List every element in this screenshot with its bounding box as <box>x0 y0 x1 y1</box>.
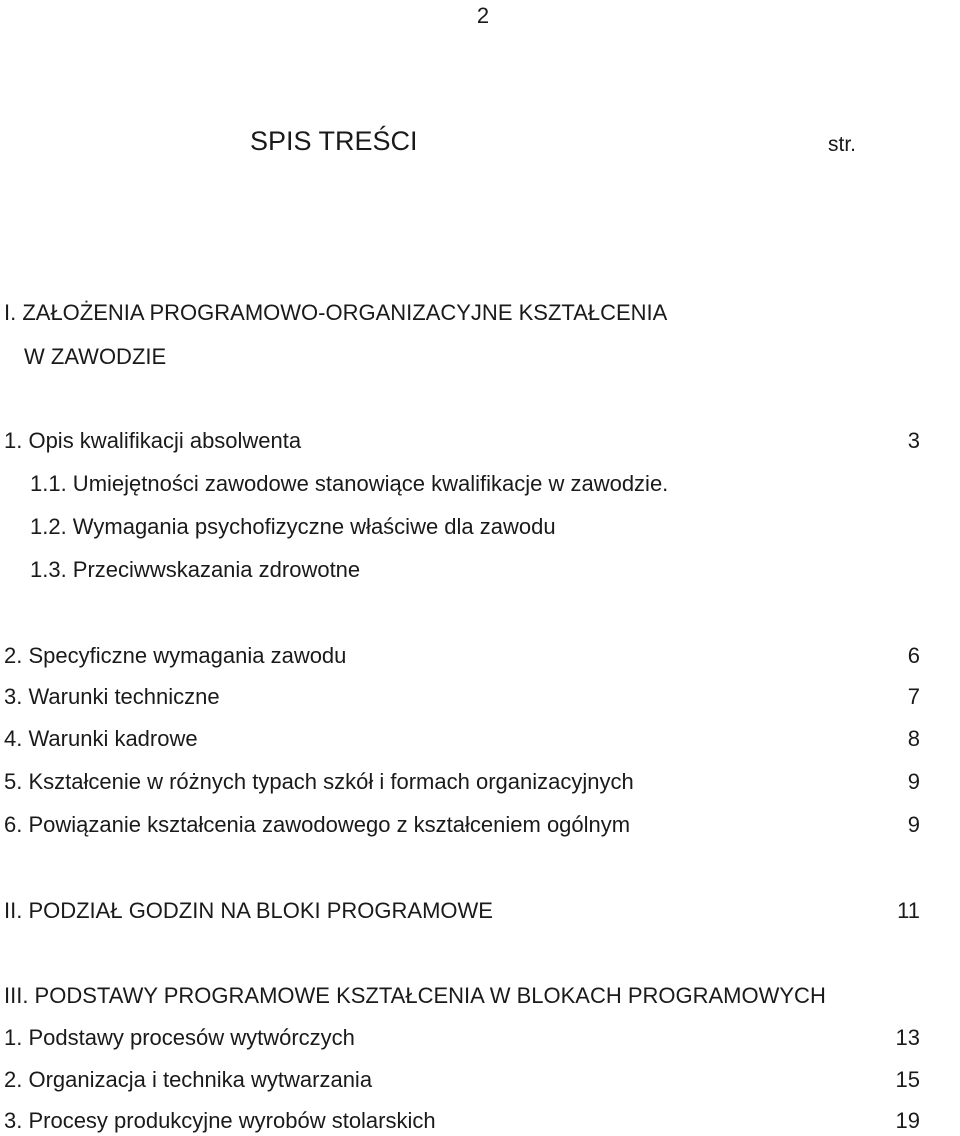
toc-entry-section-1-cont: W ZAWODZIE <box>24 344 167 369</box>
toc-page-3-3: 19 <box>895 1108 920 1133</box>
toc-page-5: 9 <box>907 769 920 794</box>
toc-entry-1-2: 1.2. Wymagania psychofizyczne właściwe dla zawodu <box>30 514 556 539</box>
page-column-label: str. <box>828 133 857 156</box>
toc-page-3: 7 <box>907 684 920 709</box>
toc-entry-3-1: 1. Podstawy procesów wytwórczych <box>4 1025 355 1050</box>
toc-entry-section-3: III. PODSTAWY PROGRAMOWE KSZTAŁCENIA W BLOKACH PROGRAMOWYCH <box>4 983 826 1008</box>
toc-entry-4: 4. Warunki kadrowe <box>4 726 198 751</box>
page-number: 2 <box>476 3 490 28</box>
toc-title: SPIS TREŚCI <box>250 126 418 156</box>
toc-page-2: 6 <box>907 643 920 668</box>
toc-entry-section-1: I. ZAŁOŻENIA PROGRAMOWO-ORGANIZACYJNE KSZTAŁCENIA <box>4 300 668 325</box>
toc-entry-1-3: 1.3. Przeciwwskazania zdrowotne <box>30 557 361 582</box>
toc-entry-1-1: 1.1. Umiejętności zawodowe stanowiące kwalifikacje w zawodzie. <box>30 471 669 496</box>
toc-entry-6: 6. Powiązanie kształcenia zawodowego z kształceniem ogólnym <box>4 812 631 837</box>
toc-entry-2: 2. Specyficzne wymagania zawodu <box>4 643 347 668</box>
toc-page-1: 3 <box>907 428 920 453</box>
toc-entry-3: 3. Warunki techniczne <box>4 684 220 709</box>
toc-page-section-2: 11 <box>897 898 920 923</box>
toc-entry-3-3: 3. Procesy produkcyjne wyrobów stolarskich <box>4 1108 436 1133</box>
toc-page-6: 9 <box>907 812 920 837</box>
toc-entry-5: 5. Kształcenie w różnych typach szkół i formach organizacyjnych <box>4 769 634 794</box>
toc-page-3-2: 15 <box>895 1067 920 1092</box>
toc-entry-3-2: 2. Organizacja i technika wytwarzania <box>4 1067 373 1092</box>
toc-page-4: 8 <box>907 726 920 751</box>
toc-entry-section-2: II. PODZIAŁ GODZIN NA BLOKI PROGRAMOWE <box>4 898 493 923</box>
toc-page-3-1: 13 <box>895 1025 920 1050</box>
toc-entry-1: 1. Opis kwalifikacji absolwenta <box>4 428 302 453</box>
